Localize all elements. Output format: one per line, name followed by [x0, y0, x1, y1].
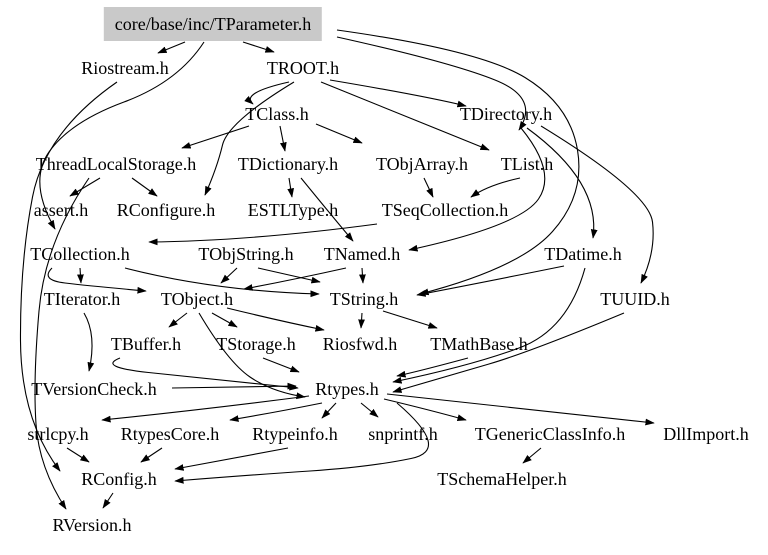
edge-tobject-tstorage — [212, 313, 237, 327]
graph-node-troot[interactable]: TROOT.h — [266, 58, 340, 78]
edge-tversioncheck-rtypes — [172, 386, 296, 388]
graph-node-tobjstring[interactable]: TObjString.h — [198, 244, 294, 264]
graph-node-tclass[interactable]: TClass.h — [245, 104, 309, 124]
edge-tobject-riosfwd — [227, 308, 324, 330]
edge-rtypes-dllimport — [387, 394, 654, 423]
graph-node-rversion[interactable]: RVersion.h — [52, 515, 132, 535]
graph-node-tstorage[interactable]: TStorage.h — [216, 334, 296, 354]
edge-tstring-tmathbase — [383, 311, 437, 328]
graph-node-tdatime[interactable]: TDatime.h — [544, 244, 622, 264]
edge-threadlocal-rconfigure — [132, 178, 157, 196]
edge-rtypes-tgenericclassinfo — [384, 399, 466, 420]
graph-node-titerator[interactable]: TIterator.h — [43, 289, 121, 309]
graph-node-tstring[interactable]: TString.h — [329, 289, 399, 309]
graph-node-tdirectory[interactable]: TDirectory.h — [459, 104, 553, 124]
edge-tclass-tobjarray — [316, 124, 362, 143]
edge-troot-tdirectory — [330, 80, 466, 106]
edge-tcollection-titerator — [80, 268, 81, 283]
graph-node-tobjarray[interactable]: TObjArray.h — [376, 154, 468, 174]
graph-node-tgenericclassinfo[interactable]: TGenericClassInfo.h — [474, 424, 626, 444]
edge-tstorage-rtypes — [263, 358, 299, 372]
edge-rtypes-strlcpy — [102, 396, 309, 420]
graph-node-rconfigure[interactable]: RConfigure.h — [116, 200, 216, 220]
edge-rtypes-snprintf — [361, 403, 378, 417]
edge-tclass-tdictionary — [280, 126, 285, 151]
graph-node-tdictionary[interactable]: TDictionary.h — [237, 154, 339, 174]
edge-rtypes-rtypeinfo — [322, 403, 336, 418]
graph-node-riostream[interactable]: Riostream.h — [81, 58, 169, 78]
edge-tdatime-rtypes — [393, 268, 585, 382]
graph-node-threadlocal[interactable]: ThreadLocalStorage.h — [35, 154, 197, 174]
graph-node-rtypeinfo[interactable]: Rtypeinfo.h — [252, 424, 338, 444]
graph-node-tuuid[interactable]: TUUID.h — [600, 289, 670, 309]
edge-tobject-tbuffer — [169, 313, 187, 327]
graph-node-strlcpy[interactable]: strlcpy.h — [27, 424, 89, 444]
edge-tnamed-tstring — [362, 268, 363, 283]
graph-node-tversioncheck[interactable]: TVersionCheck.h — [31, 379, 157, 399]
edge-tobjstring-tobject — [221, 268, 237, 283]
edge-rtypeinfo-rconfig — [175, 448, 288, 469]
edge-tlist-tseqcollection — [471, 178, 520, 197]
graph-node-tbuffer[interactable]: TBuffer.h — [110, 334, 182, 354]
edge-tnamed-tobject — [244, 268, 346, 289]
edge-tdictionary-estltype — [289, 178, 292, 197]
graph-node-tnamed[interactable]: TNamed.h — [323, 244, 401, 264]
edge-tclass-threadlocal — [182, 126, 249, 148]
edge-troot-tclass — [250, 82, 289, 104]
graph-node-tcollection[interactable]: TCollection.h — [30, 244, 130, 264]
graph-node-tobject[interactable]: TObject.h — [160, 289, 234, 309]
graph-node-assert[interactable]: assert.h — [33, 200, 89, 220]
edge-threadlocal-rversion — [35, 178, 89, 509]
edge-threadlocal-assert — [70, 178, 100, 196]
edge-rtypescore-rconfig — [141, 448, 162, 462]
edge-tstring-riosfwd — [361, 313, 362, 328]
graph-node-rconfig[interactable]: RConfig.h — [81, 469, 157, 489]
edge-tcollection-tobject — [48, 268, 146, 291]
graph-node-rtypes[interactable]: Rtypes.h — [315, 379, 379, 399]
graph-node-param: core/base/inc/TParameter.h — [104, 7, 322, 41]
edge-tobjarray-tseqcollection — [424, 178, 433, 197]
edge-param-riostream — [158, 42, 185, 53]
graph-node-dllimport[interactable]: DllImport.h — [663, 424, 749, 444]
graph-node-tmathbase[interactable]: TMathBase.h — [430, 334, 528, 354]
graph-node-snprintf[interactable]: snprintf.h — [368, 424, 438, 444]
edge-titerator-tversioncheck — [84, 313, 92, 371]
graph-node-riosfwd[interactable]: Riosfwd.h — [322, 334, 398, 354]
edge-strlcpy-rconfig — [67, 448, 89, 462]
edge-tseqcollection-tcollection — [149, 224, 377, 242]
graph-node-tseqcollection[interactable]: TSeqCollection.h — [381, 200, 509, 220]
edge-rconfig-rversion — [103, 493, 113, 508]
graph-node-rtypescore[interactable]: RtypesCore.h — [120, 424, 220, 444]
edge-tobject-rtypes — [199, 313, 305, 397]
graph-node-tschemahelper[interactable]: TSchemaHelper.h — [437, 469, 567, 489]
edge-troot-rconfigure — [205, 82, 294, 195]
edge-tdatime-tstring — [417, 266, 564, 295]
graph-node-estltype[interactable]: ESTLType.h — [247, 200, 339, 220]
edge-tgenericclassinfo-tschemahelper — [523, 448, 541, 463]
graph-node-tlist[interactable]: TList.h — [500, 154, 554, 174]
edge-rtypes-rtypescore — [230, 403, 322, 420]
edge-param-troot — [243, 42, 274, 52]
